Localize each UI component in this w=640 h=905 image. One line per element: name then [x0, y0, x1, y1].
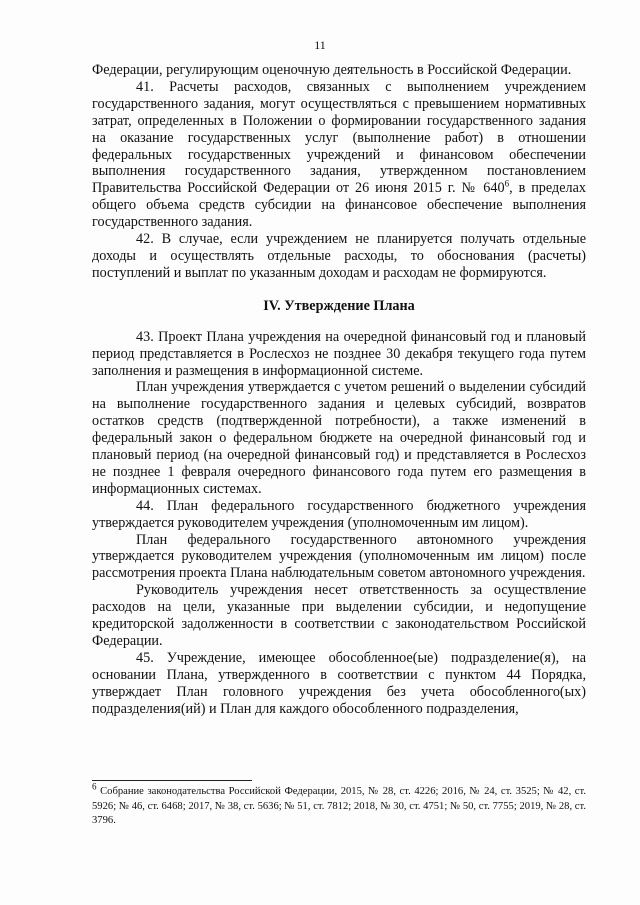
footnote-text: Собрание законодательства Российской Федерации, 2015, № 28, ст. 4226; 2016, № 24, ст. 3525; № 42, ст. 5926; № 46, ст. 6468; 2017, № 38, ст. 5636; № 51, ст. 7812; 2018, № 30, ст. 4751; № 50, ст. 7755; 2019, № 28, ст. 3796. — [92, 786, 586, 826]
paragraph-41-text-after: , в пределах общего объема средств субсидии на финансовое обеспечение выполнения государственного задания. — [92, 180, 586, 231]
paragraph-44: 44. План федерального государственного бюджетного учреждения утверждается руководителем учреждения (уполномоченным им лицом). — [92, 497, 586, 531]
footnote — [92, 781, 586, 829]
page-number: 11 — [314, 38, 326, 52]
paragraph-43: 43. Проект Плана учреждения на очередной финансовый год и плановый период представляется в Рослесхоз не позднее 30 декабря текущего года путем заполнения и размещения в информационной системе. — [92, 328, 586, 379]
paragraph-41-text: 41. Расчеты расходов, связанных с выполнением учреждением государственного задания, могут осуществляться с превышением нормативных затрат, определенных в Положении о формировании государственного задания на оказание государственных услуг (выполнение работ) в отношении федеральных государственных учреждений и финансовом обеспечении выполнения государственного задания, утвержденном постановлением Правительства Российской Федерации от 26 июня 2015 г. № 640 — [92, 78, 586, 197]
paragraph-43-continued: План учреждения утверждается с учетом решений о выделении субсидий на выполнение государственного задания и целевых субсидий, возвратов остатков средств (подтвержденной потребности), а также изменений в федеральный закон о федеральном бюджете на очередной финансовый год и плановый период (на очередной финансовый год) и представляется в Рослесхоз не позднее 1 февраля очередного финансового года путем его размещения в информационных системах. — [92, 379, 586, 497]
footnote-divider — [92, 780, 252, 781]
paragraph-41 — [92, 79, 586, 231]
paragraph-42: 42. В случае, если учреждением не планируется получать отдельные доходы и осуществлять отдельные расходы, то обоснования (расчеты) поступлений и выплат по указанным доходам и расходам не формируются. — [92, 231, 586, 281]
footnote-marker: 6 — [92, 781, 97, 792]
section-heading: IV. Утверждение Плана — [263, 297, 415, 314]
paragraph-continuation: Федерации, регулирующим оценочную деятельность в Российской Федерации. — [92, 62, 572, 78]
paragraph-44-autonomous: План федерального государственного автономного учреждения утверждается руководителем учреждения (уполномоченным им лицом) после рассмотрения проекта Плана наблюдательным советом автономного учреждения. — [92, 531, 586, 582]
paragraph-45: 45. Учреждение, имеющее обособленное(ые) подразделение(я), на основании Плана, утвержденного в соответствии с пунктом 44 Порядка, утверждает План головного учреждения без учета обособленного(ых) подразделения(ий) и План для каждого обособленного подразделения, — [92, 649, 586, 717]
footnote-reference: 6 — [504, 178, 510, 189]
document-body — [92, 62, 586, 718]
paragraph-44-responsibility: Руководитель учреждения несет ответственность за осуществление расходов на цели, указанные при выделении субсидии, и недопущение кредиторской задолженности в соответствии с законодательством Российской Федерации. — [92, 582, 586, 649]
